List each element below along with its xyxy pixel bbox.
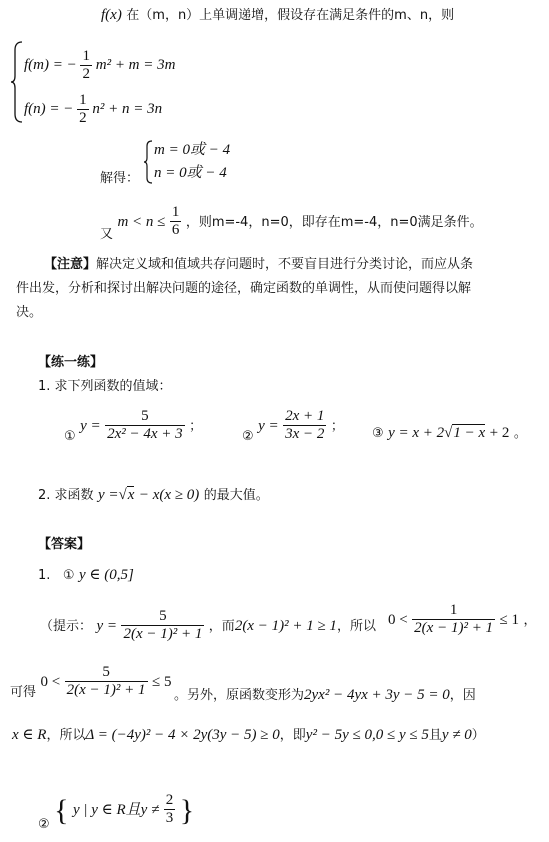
q1a-marker: ① bbox=[64, 428, 76, 444]
intro-line bbox=[101, 8, 454, 23]
q1a-fraction bbox=[105, 408, 185, 444]
solve-label: 解得： bbox=[100, 171, 140, 186]
q2-rest: − x(x ≥ 0) bbox=[138, 487, 200, 503]
line4-ne: y ≠ 0 bbox=[441, 727, 472, 743]
note-line1 bbox=[44, 258, 473, 271]
q2-tail: 的最大值。 bbox=[203, 488, 269, 503]
practice-q1c bbox=[372, 426, 527, 441]
condition-ineq: m < n ≤ bbox=[117, 213, 166, 230]
answer-heading: 【答案】 bbox=[38, 537, 91, 552]
kede-le: ≤ 5 bbox=[151, 673, 172, 690]
sqrt-icon: √ bbox=[444, 425, 453, 441]
practice-q1-label: 1. 求下列函数的值域： bbox=[38, 379, 172, 394]
system1-eq1-num: 1 bbox=[80, 48, 92, 66]
note-tag: 【注意】 bbox=[44, 257, 97, 272]
a2-set: y | y ∈ R且y ≠ bbox=[72, 801, 160, 818]
intro-fx: f(x) bbox=[101, 7, 122, 23]
q1c-tail: 。 bbox=[513, 426, 527, 441]
q1b-marker: ② bbox=[242, 428, 254, 444]
hint-den2: 2(x − 1)² + 1 bbox=[414, 620, 494, 637]
kede-zero: 0 < bbox=[40, 673, 61, 690]
system1-eq1-rhs: m² + m = 3m bbox=[95, 57, 176, 74]
a2-marker: ② bbox=[38, 816, 50, 832]
condition-text: ，则m=-4，n=0，即存在m=-4，n=0满足条件。 bbox=[185, 214, 483, 230]
hint-y: y = bbox=[96, 617, 117, 634]
q1b-lhs: y = bbox=[258, 417, 279, 434]
system1-eq1 bbox=[24, 48, 175, 84]
hint-suoyi: ，所以 bbox=[336, 618, 376, 634]
a2-den: 3 bbox=[165, 810, 174, 827]
condition-fraction bbox=[170, 204, 182, 240]
practice-q1a bbox=[64, 408, 202, 444]
condition-you: 又 bbox=[100, 226, 114, 242]
a1-math: y ∈ (0,5] bbox=[78, 567, 134, 583]
q1a-lhs: y = bbox=[80, 417, 101, 434]
hint-fraction2 bbox=[412, 602, 495, 638]
kede-den: 2(x − 1)² + 1 bbox=[66, 682, 146, 699]
hint-er: ，而 bbox=[208, 618, 235, 634]
kede-text: 。另外，原函数变形为 bbox=[174, 688, 305, 703]
q1b-num: 2x + 1 bbox=[283, 408, 326, 426]
q1c-radicand: 1 − x bbox=[453, 425, 486, 441]
q2-label: 2. 求函数 bbox=[38, 488, 94, 503]
a2-right-brace-icon: } bbox=[179, 793, 195, 827]
line4-qie: 且 bbox=[428, 728, 442, 743]
system1-eq2-den: 2 bbox=[79, 110, 87, 127]
condition-line bbox=[100, 204, 483, 241]
q2-radicand: x bbox=[127, 487, 135, 503]
a1-marker: ① bbox=[62, 568, 75, 583]
answer-1 bbox=[38, 568, 134, 583]
q1b-fraction bbox=[283, 408, 326, 444]
line4-res: y² − 5y ≤ 0,0 ≤ y ≤ 5 bbox=[305, 727, 429, 743]
practice-q2 bbox=[38, 488, 269, 503]
hint-den: 2(x − 1)² + 1 bbox=[123, 626, 203, 643]
practice-heading: 【练一练】 bbox=[38, 355, 104, 370]
system1-eq1-fraction bbox=[80, 48, 92, 84]
kede-eq: 2yx² − 4yx + 3y − 5 = 0 bbox=[304, 687, 450, 703]
hint-line bbox=[40, 608, 376, 644]
hint-label: （提示： bbox=[40, 618, 93, 634]
kede-fraction bbox=[65, 664, 148, 700]
answer-line4 bbox=[12, 728, 485, 743]
note-line3: 决。 bbox=[16, 305, 43, 320]
q1c-marker: ③ bbox=[372, 426, 384, 441]
q2-lhs: y = bbox=[98, 487, 119, 503]
a2-num: 2 bbox=[164, 792, 176, 810]
solve-line1: m = 0或 − 4 bbox=[154, 142, 231, 158]
answer-2 bbox=[38, 792, 194, 831]
hint-zero: 0 < bbox=[388, 611, 408, 628]
hint-ineq: 2(x − 1)² + 1 ≥ 1 bbox=[234, 617, 337, 634]
q1b-den: 3x − 2 bbox=[285, 426, 325, 443]
a1-label: 1. bbox=[38, 568, 51, 583]
line4-text: ，所以 bbox=[46, 728, 86, 743]
solve-line2: n = 0或 − 4 bbox=[154, 165, 227, 181]
q1a-num: 5 bbox=[105, 408, 185, 426]
system1-eq1-lhs: f(m) = − bbox=[24, 57, 77, 74]
q1a-tail: ； bbox=[189, 418, 203, 434]
system1-eq2 bbox=[24, 92, 162, 128]
system1-eq2-num: 1 bbox=[77, 92, 89, 110]
hint-num: 5 bbox=[121, 608, 204, 626]
q1c-plus: + 2 bbox=[489, 425, 510, 441]
hint-num2: 1 bbox=[412, 602, 495, 620]
kede-num: 5 bbox=[65, 664, 148, 682]
left-brace-system1 bbox=[10, 40, 24, 124]
practice-q1b bbox=[242, 408, 344, 444]
note-text1: 解决定义域和值域共存问题时，不要盲目进行分类讨论，而应从条 bbox=[96, 257, 474, 272]
hint-line-right bbox=[388, 602, 536, 638]
hint-le1: ≤ 1 bbox=[499, 611, 519, 628]
note-line2: 件出发，分析和探讨出解决问题的途径，确定函数的单调性，从而使问题得以解 bbox=[16, 281, 472, 296]
q1b-tail: ； bbox=[330, 418, 344, 434]
line4-x: x ∈ R bbox=[12, 727, 47, 743]
line4-ji: ，即 bbox=[279, 728, 306, 743]
system1-eq2-fraction bbox=[77, 92, 89, 128]
q1a-den: 2x² − 4x + 3 bbox=[107, 426, 183, 443]
line4-delta: Δ = (−4y)² − 4 × 2y(3y − 5) ≥ 0 bbox=[85, 727, 280, 743]
hint-fraction bbox=[121, 608, 204, 644]
a2-left-brace-icon: { bbox=[54, 793, 69, 827]
a2-fraction bbox=[164, 792, 176, 828]
kede-label: 可得 bbox=[10, 684, 37, 700]
kede-line-right bbox=[174, 688, 476, 703]
q1c-lhs: y = x + 2 bbox=[388, 425, 445, 441]
intro-text: 在（m，n）上单调递增，假设存在满足条件的m、n，则 bbox=[126, 8, 455, 23]
condition-den: 6 bbox=[171, 222, 180, 239]
sqrt-icon: √ bbox=[118, 487, 127, 503]
hint-comma: ， bbox=[523, 612, 537, 628]
line4-end: ） bbox=[471, 728, 485, 743]
system1-eq2-lhs: f(n) = − bbox=[24, 101, 74, 118]
condition-num: 1 bbox=[170, 204, 182, 222]
left-brace-solve bbox=[143, 140, 153, 184]
kede-line bbox=[10, 664, 171, 700]
system1-eq2-rhs: n² + n = 3n bbox=[92, 101, 163, 118]
system1-eq1-den: 2 bbox=[82, 66, 90, 83]
kede-yin: ，因 bbox=[449, 688, 476, 703]
